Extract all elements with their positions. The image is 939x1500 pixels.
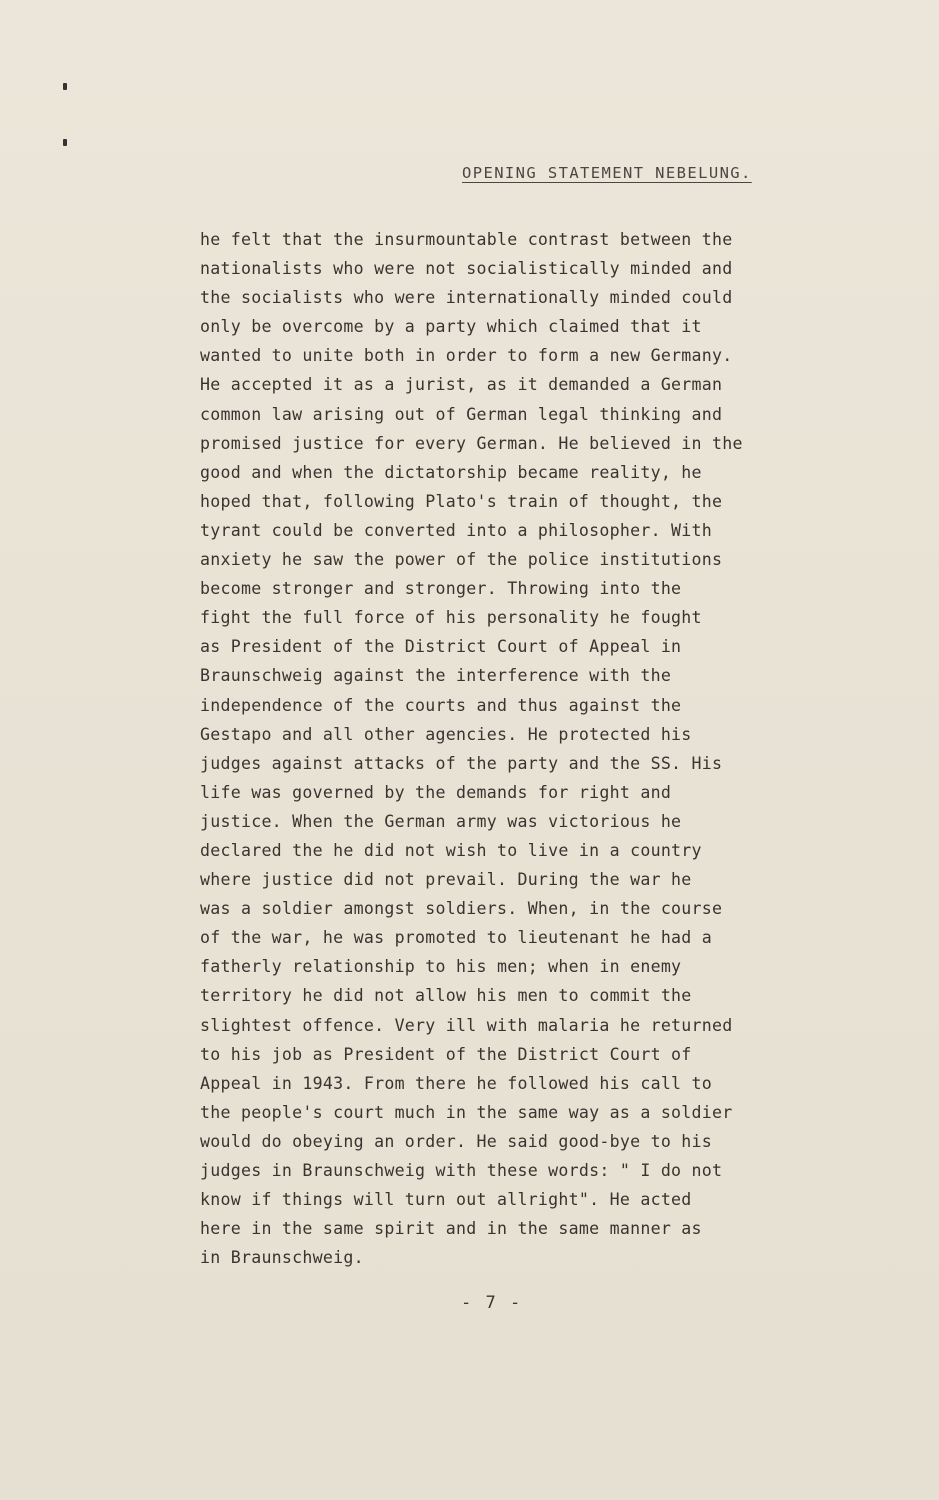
text-line: nationalists who were not socialistically minded and [200,259,733,279]
text-line: Gestapo and all other agencies. He protected his [200,724,692,744]
text-line: anxiety he saw the power of the police institutions [200,550,723,570]
text-line: judges against attacks of the party and the SS. His [200,753,723,773]
typed-body-text [200,225,840,1272]
text-line: hoped that, following Plato's train of thought, the [200,491,723,511]
text-line: would do obeying an order. He said good-bye to his [200,1131,713,1151]
text-line: here in the same spirit and in the same manner as [200,1219,702,1239]
text-line: promised justice for every German. He believed in the [200,433,743,453]
page-number: - 7 - [461,1293,523,1313]
text-line: he felt that the insurmountable contrast between the [200,230,733,249]
text-line: was a soldier amongst soldiers. When, in the course [200,899,723,919]
text-line: common law arising out of German legal thinking and [200,404,723,424]
text-line: fatherly relationship to his men; when in enemy [200,957,682,977]
text-line: good and when the dictatorship became reality, he [200,462,702,482]
text-line: Appeal in 1943. From there he followed his call to [200,1073,713,1093]
binding-hole-mark [63,139,67,146]
text-line: declared the he did not wish to live in a country [200,840,702,860]
text-line: in Braunschweig. [200,1248,364,1268]
text-line: fight the full force of his personality he fought [200,608,702,628]
text-line: know if things will turn out allright". He acted [200,1190,692,1210]
text-line: slightest offence. Very ill with malaria he returned [200,1015,733,1035]
text-line: Braunschweig against the interference with the [200,666,672,686]
text-line: the socialists who were internationally minded could [200,288,733,308]
text-line: of the war, he was promoted to lieutenant he had a [200,928,713,948]
text-line: only be overcome by a party which claimed that it [200,317,702,337]
text-line: life was governed by the demands for right and [200,782,672,802]
text-line: become stronger and stronger. Throwing into the [200,579,682,599]
text-line: the people's court much in the same way as a soldier [200,1102,733,1122]
binding-hole-mark [63,83,67,90]
text-line: wanted to unite both in order to form a new Germany. [200,346,733,366]
text-line: as President of the District Court of Appeal in [200,637,682,657]
text-line: where justice did not prevail. During the war he [200,870,692,890]
document-heading: OPENING STATEMENT NEBELUNG. [462,164,752,182]
text-line: judges in Braunschweig with these words: " I do not [200,1161,723,1180]
text-line: territory he did not allow his men to commit the [200,986,692,1006]
text-line: to his job as President of the District Court of [200,1044,692,1064]
text-line: justice. When the German army was victorious he [200,811,682,831]
text-line: tyrant could be converted into a philosopher. With [200,520,713,540]
text-line: independence of the courts and thus against the [200,695,682,715]
text-line: He accepted it as a jurist, as it demanded a German [200,375,723,395]
